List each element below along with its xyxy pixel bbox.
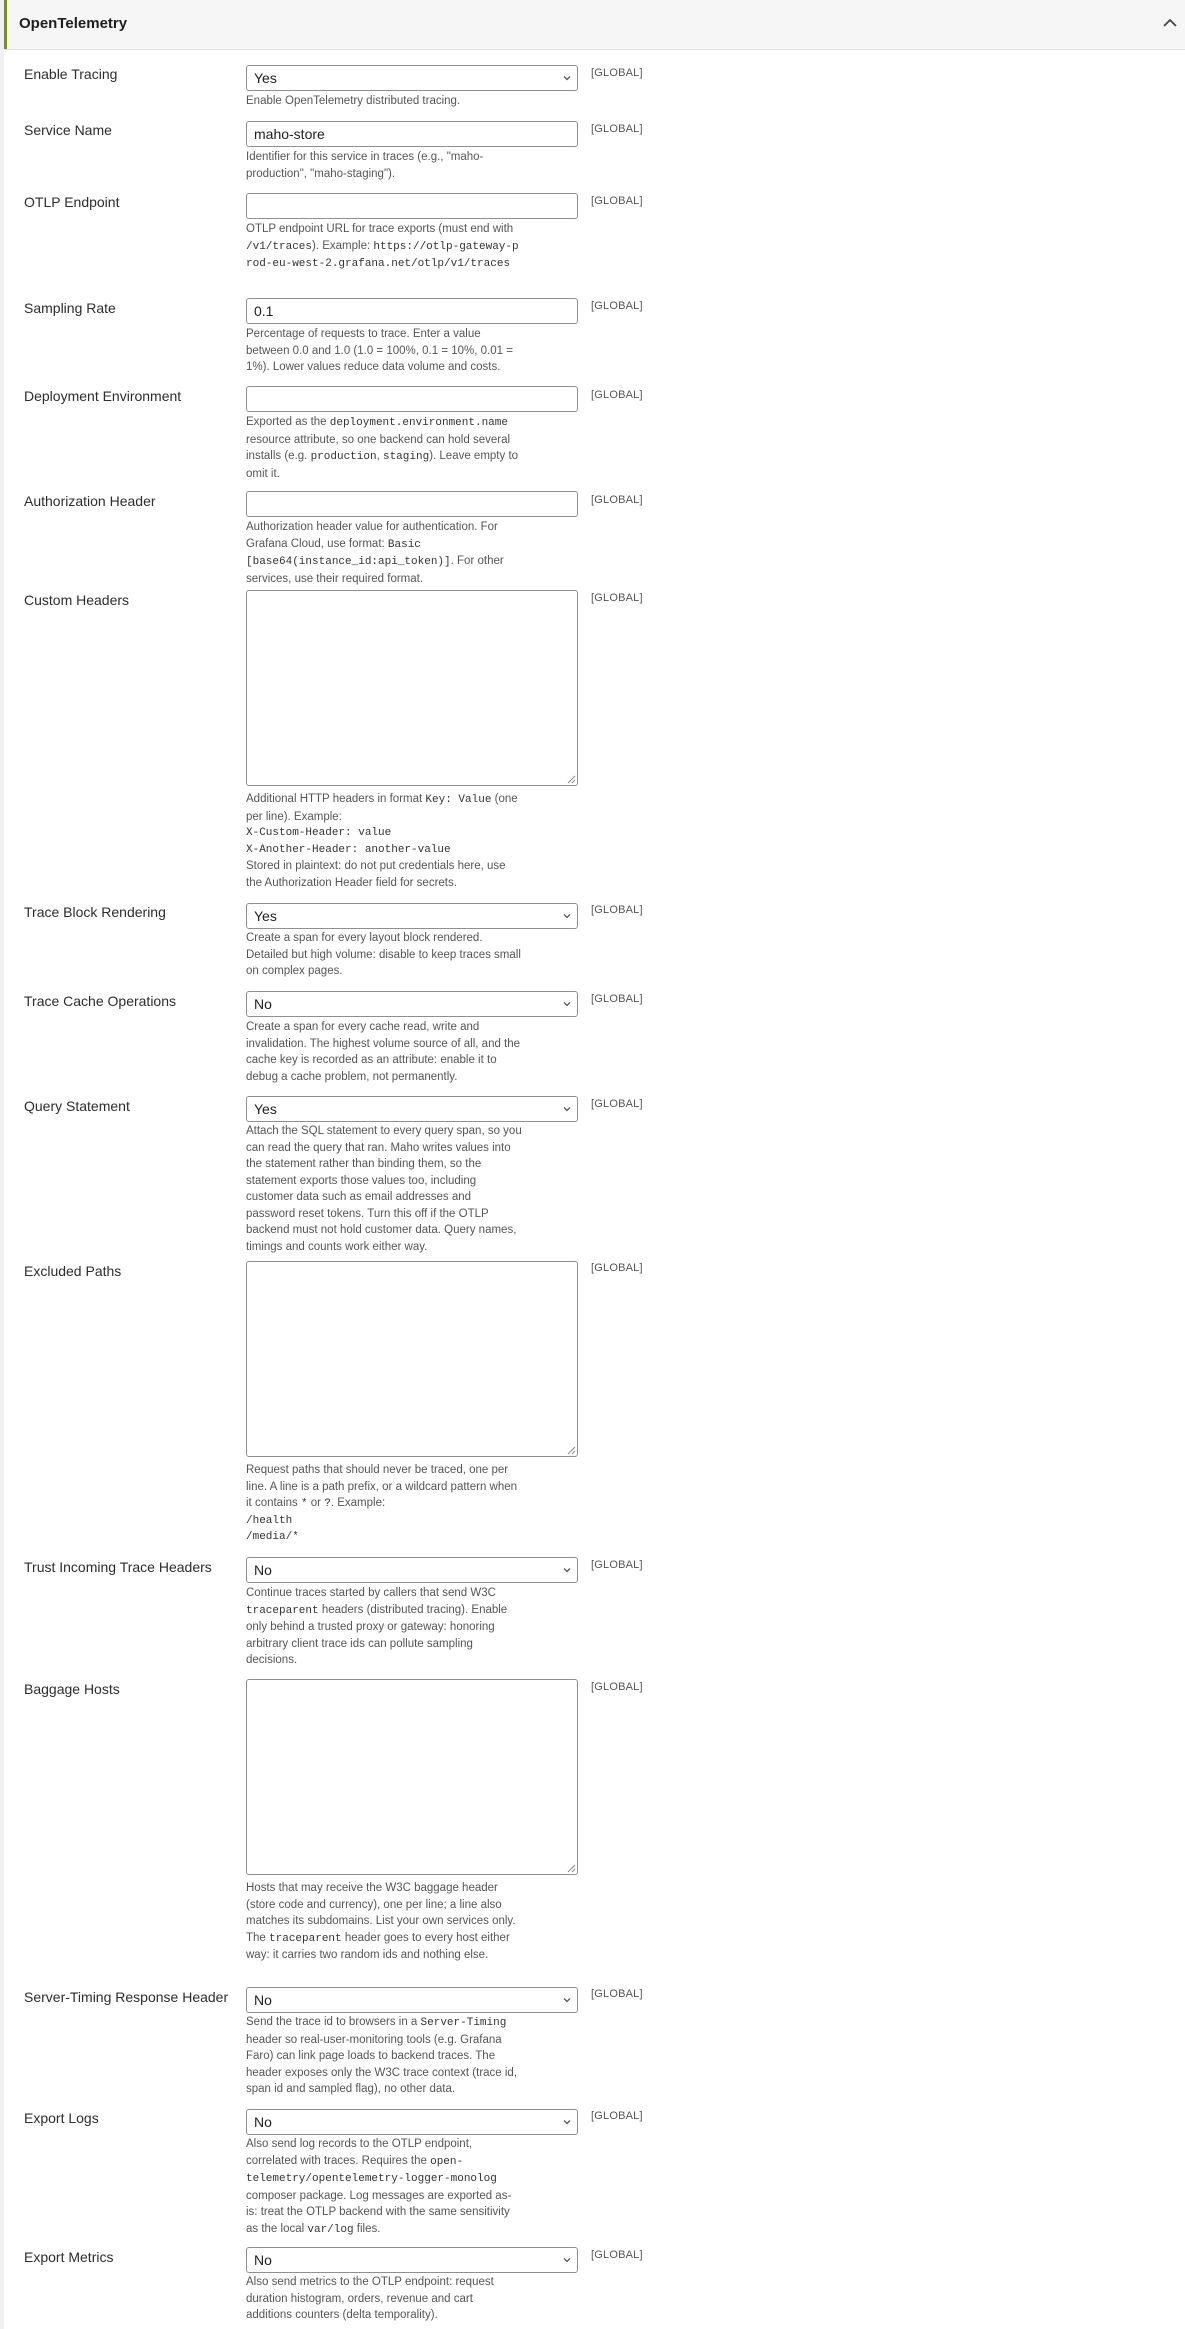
otlp-endpoint-input[interactable] — [246, 193, 578, 219]
resize-grip-icon[interactable] — [567, 1864, 576, 1873]
scope-badge: [GLOBAL] — [591, 1988, 643, 2000]
export-logs-note: Also send log records to the OTLP endpoint, correlated with traces. Requires the open-telemetry/opentelemetry-logger-monolog composer package. Log messages are exported as-is: treat the OTLP backend with the same sensitivity as the local var/log files. — [246, 2138, 512, 2236]
deployment-environment-note: Exported as the deployment.environment.name resource attribute, so one backend can hold several installs (e.g. production, staging). Leave empty to omit it. — [246, 416, 519, 480]
chevron-down-icon — [562, 911, 572, 921]
trust-incoming-trace-headers-select[interactable] — [246, 1557, 578, 1583]
enable-tracing-note: Enable OpenTelemetry distributed tracing. — [246, 95, 461, 107]
service-name-label: Service Name — [24, 122, 112, 138]
trace-cache-operations-value: No — [254, 996, 272, 1012]
scope-badge: [GLOBAL] — [591, 2249, 643, 2261]
excluded-paths-textarea[interactable] — [246, 1261, 578, 1457]
query-statement-select[interactable] — [246, 1096, 578, 1122]
enable-tracing-select[interactable] — [246, 65, 578, 91]
trace-cache-operations-label: Trace Cache Operations — [24, 993, 176, 1009]
trace-block-rendering-value: Yes — [254, 908, 277, 924]
export-metrics-label: Export Metrics — [24, 2249, 114, 2265]
trace-block-rendering-note: Create a span for every layout block rendered. Detailed but high volume: disable to keep traces small on complex pages. — [246, 932, 521, 977]
baggage-hosts-note: Hosts that may receive the W3C baggage header (store code and currency), one per line; a line also matches its subdomains. List your own services only. The traceparent header goes to every host either way: it carries two random ids and nothing else. — [246, 1882, 516, 1961]
chevron-down-icon — [562, 1565, 572, 1575]
server-timing-response-header-note: Send the trace id to browsers in a Server-Timing header so real-user-monitoring tools (e.g. Grafana Faro) can link page loads to backend traces. The header exposes only the W3C trace context (trace id, span id and sampled flag), no other data. — [246, 2016, 518, 2095]
excluded-paths-label: Excluded Paths — [24, 1263, 122, 1279]
chevron-down-icon — [562, 73, 572, 83]
otlp-endpoint-note: OTLP endpoint URL for trace exports (must end with /v1/traces). Example: https://otlp-gateway-prod-eu-west-2.grafana.net/otlp/v1/traces — [246, 223, 519, 270]
resize-grip-icon[interactable] — [567, 775, 576, 784]
deployment-environment-label: Deployment Environment — [24, 388, 182, 404]
scope-badge: [GLOBAL] — [591, 389, 643, 401]
trace-cache-operations-note: Create a span for every cache read, write and invalidation. The highest volume source of all, and the cache key is recorded as an attribute: enable it to debug a cache problem, not permanently. — [246, 1021, 521, 1083]
custom-headers-note: Additional HTTP headers in format Key: Value (one per line). Example: X-Custom-Header: value X-Another-Header: another-value Stored in plaintext: do not put credentials here, use the Authorization Header field for secrets. — [246, 793, 518, 889]
service-name-note: Identifier for this service in traces (e.g., "maho-production", "maho-staging"). — [246, 151, 484, 180]
scope-badge: [GLOBAL] — [591, 195, 643, 207]
scope-badge: [GLOBAL] — [591, 67, 643, 79]
export-logs-label: Export Logs — [24, 2110, 99, 2126]
query-statement-note: Attach the SQL statement to every query span, so you can read the query that ran. Maho writes values into the statement rather than binding them, so the statement exports those values too, including customer data such as email addresses and password reset tokens. Turn this off if the OTLP backend must not hold customer data. Query names, timings and counts work either way. — [246, 1125, 522, 1253]
chevron-down-icon — [562, 1995, 572, 2005]
authorization-header-input[interactable] — [246, 491, 578, 517]
config-panel — [4, 0, 1185, 2329]
baggage-hosts-textarea[interactable] — [246, 1679, 578, 1875]
export-logs-select[interactable] — [246, 2109, 578, 2135]
trust-incoming-trace-headers-note: Continue traces started by callers that send W3C traceparent headers (distributed tracing). Enable only behind a trusted proxy or gateway: honoring arbitrary client trace ids can pollute sampling decisions. — [246, 1587, 508, 1666]
chevron-up-icon[interactable] — [1155, 8, 1185, 38]
deployment-environment-input[interactable] — [246, 386, 578, 412]
excluded-paths-note: Request paths that should never be traced, one per line. A line is a path prefix, or a wildcard pattern when it contains * or ?. Example: /health /media/* — [246, 1464, 518, 1543]
authorization-header-note: Authorization header value for authentication. For Grafana Cloud, use format: Basic [base64(instance_id:api_token)]. For other services, use their required format. — [246, 521, 504, 585]
section-title: OpenTelemetry — [19, 15, 128, 32]
query-statement-value: Yes — [254, 1101, 277, 1117]
query-statement-label: Query Statement — [24, 1098, 130, 1114]
chevron-down-icon — [562, 1104, 572, 1114]
chevron-down-icon — [562, 2117, 572, 2127]
chevron-down-icon — [562, 2255, 572, 2265]
export-metrics-select[interactable] — [246, 2247, 578, 2273]
enable-tracing-label: Enable Tracing — [24, 66, 118, 82]
export-logs-value: No — [254, 2114, 272, 2130]
server-timing-response-header-select[interactable] — [246, 1987, 578, 2013]
scope-badge: [GLOBAL] — [591, 1559, 643, 1571]
export-metrics-note: Also send metrics to the OTLP endpoint: request duration histogram, orders, revenue and cart additions counters (delta temporality). — [246, 2276, 494, 2321]
sampling-rate-label: Sampling Rate — [24, 300, 116, 316]
scope-badge: [GLOBAL] — [591, 2110, 643, 2122]
trust-incoming-trace-headers-label: Trust Incoming Trace Headers — [24, 1559, 212, 1575]
scope-badge: [GLOBAL] — [591, 904, 643, 916]
chevron-down-icon — [562, 999, 572, 1009]
scope-badge: [GLOBAL] — [591, 123, 643, 135]
section-accent-bar — [4, 0, 7, 49]
section-header[interactable] — [4, 0, 1185, 50]
trace-block-rendering-select[interactable] — [246, 903, 578, 929]
resize-grip-icon[interactable] — [567, 1446, 576, 1455]
scope-badge: [GLOBAL] — [591, 1262, 643, 1274]
authorization-header-label: Authorization Header — [24, 493, 156, 509]
scope-badge: [GLOBAL] — [591, 1681, 643, 1693]
trust-incoming-trace-headers-value: No — [254, 1562, 272, 1578]
server-timing-response-header-label: Server-Timing Response Header — [24, 1989, 229, 2005]
server-timing-response-header-value: No — [254, 1992, 272, 2008]
scope-badge: [GLOBAL] — [591, 993, 643, 1005]
sampling-rate-note: Percentage of requests to trace. Enter a value between 0.0 and 1.0 (1.0 = 100%, 0.1 = 10%, 0.01 = 1%). Lower values reduce data volume and costs. — [246, 328, 513, 373]
enable-tracing-value: Yes — [254, 70, 277, 86]
scope-badge: [GLOBAL] — [591, 592, 643, 604]
sampling-rate-input[interactable]: 0.1 — [246, 298, 578, 324]
scope-badge: [GLOBAL] — [591, 300, 643, 312]
scope-badge: [GLOBAL] — [591, 1098, 643, 1110]
service-name-input[interactable]: maho-store — [246, 121, 578, 147]
trace-cache-operations-select[interactable] — [246, 991, 578, 1017]
scope-badge: [GLOBAL] — [591, 494, 643, 506]
otlp-endpoint-label: OTLP Endpoint — [24, 194, 120, 210]
trace-block-rendering-label: Trace Block Rendering — [24, 904, 166, 920]
export-metrics-value: No — [254, 2252, 272, 2268]
custom-headers-label: Custom Headers — [24, 592, 130, 608]
custom-headers-textarea[interactable] — [246, 590, 578, 786]
baggage-hosts-label: Baggage Hosts — [24, 1681, 120, 1697]
